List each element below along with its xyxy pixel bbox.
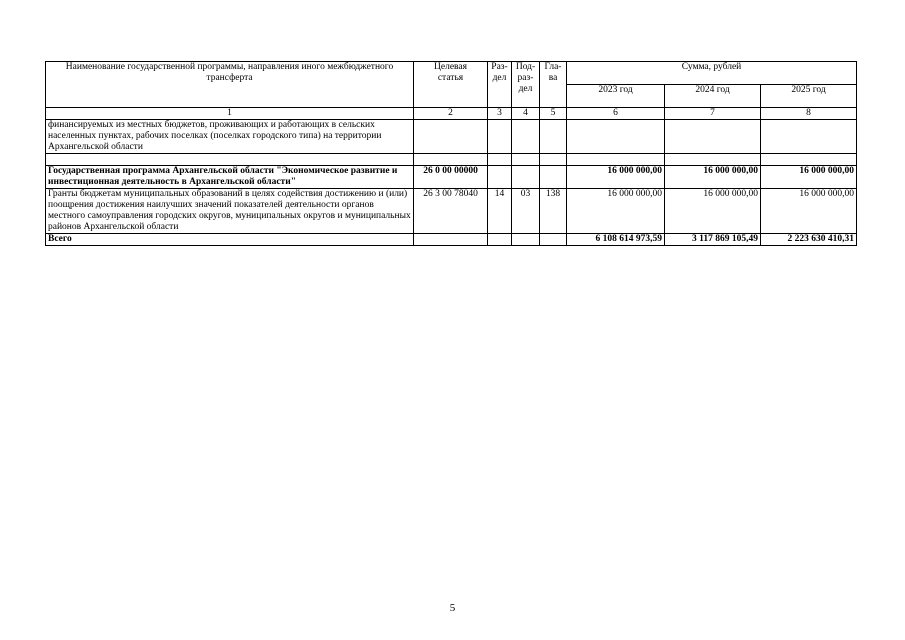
column-number: 3 <box>488 108 512 120</box>
row-sum-2023: 16 000 000,00 <box>567 166 665 189</box>
column-number: 7 <box>665 108 761 120</box>
row-sum-2024: 16 000 000,00 <box>665 189 761 234</box>
row-name: Всего <box>46 234 414 246</box>
row-sum-2023: 6 108 614 973,59 <box>567 234 665 246</box>
row-name: Государственная программа Архангельской области "Экономическое развитие и инвестиционная деятельность в Архангельской области" <box>46 166 414 189</box>
header-razdel: Раз-дел <box>488 62 512 108</box>
row-sum-2024: 3 117 869 105,49 <box>665 234 761 246</box>
column-number: 8 <box>761 108 857 120</box>
page-number: 5 <box>449 602 456 614</box>
row-name: Гранты бюджетам муниципальных образований в целях содействия достижению и (или) поощрения достижения наилучших значений показателей деятельности органов местного самоуправления городских округов, муниципальных округов и муниципальных районов Архангельской области <box>46 189 414 234</box>
header-podrazdel: Под-раз-дел <box>512 62 540 108</box>
row-sum-2025: 16 000 000,00 <box>761 189 857 234</box>
column-number-row <box>46 108 857 120</box>
row-target: 26 3 00 78040 <box>414 189 488 234</box>
header-row <box>46 62 857 85</box>
row-podrazdel: 03 <box>512 189 540 234</box>
row-name: финансируемых из местных бюджетов, проживающих и работающих в сельских населенных пунктах, рабочих поселках (поселках городского типа) на территории Архангельской области <box>46 120 414 154</box>
row-sum-2023: 16 000 000,00 <box>567 189 665 234</box>
row-target: 26 0 00 00000 <box>414 166 488 189</box>
column-number: 1 <box>46 108 414 120</box>
header-glava: Гла-ва <box>540 62 567 108</box>
row-sum-2025: 16 000 000,00 <box>761 166 857 189</box>
row-sum-2024: 16 000 000,00 <box>665 166 761 189</box>
budget-table <box>45 61 857 246</box>
header-sum: Сумма, рублей <box>567 62 857 85</box>
table-row-program <box>46 166 857 189</box>
column-number: 4 <box>512 108 540 120</box>
column-number: 6 <box>567 108 665 120</box>
table-row-empty <box>46 154 857 166</box>
column-number: 5 <box>540 108 567 120</box>
table-row-continuation <box>46 120 857 154</box>
header-year-2023: 2023 год <box>567 85 665 108</box>
row-razdel: 14 <box>488 189 512 234</box>
header-target: Целевая статья <box>414 62 488 108</box>
column-number: 2 <box>414 108 488 120</box>
row-glava: 138 <box>540 189 567 234</box>
header-year-2024: 2024 год <box>665 85 761 108</box>
table-row-total <box>46 234 857 246</box>
table-row-grant <box>46 189 857 234</box>
header-year-2025: 2025 год <box>761 85 857 108</box>
row-sum-2025: 2 223 630 410,31 <box>761 234 857 246</box>
header-name: Наименование государственной программы, направления иного межбюджетного трансферта <box>46 62 414 108</box>
